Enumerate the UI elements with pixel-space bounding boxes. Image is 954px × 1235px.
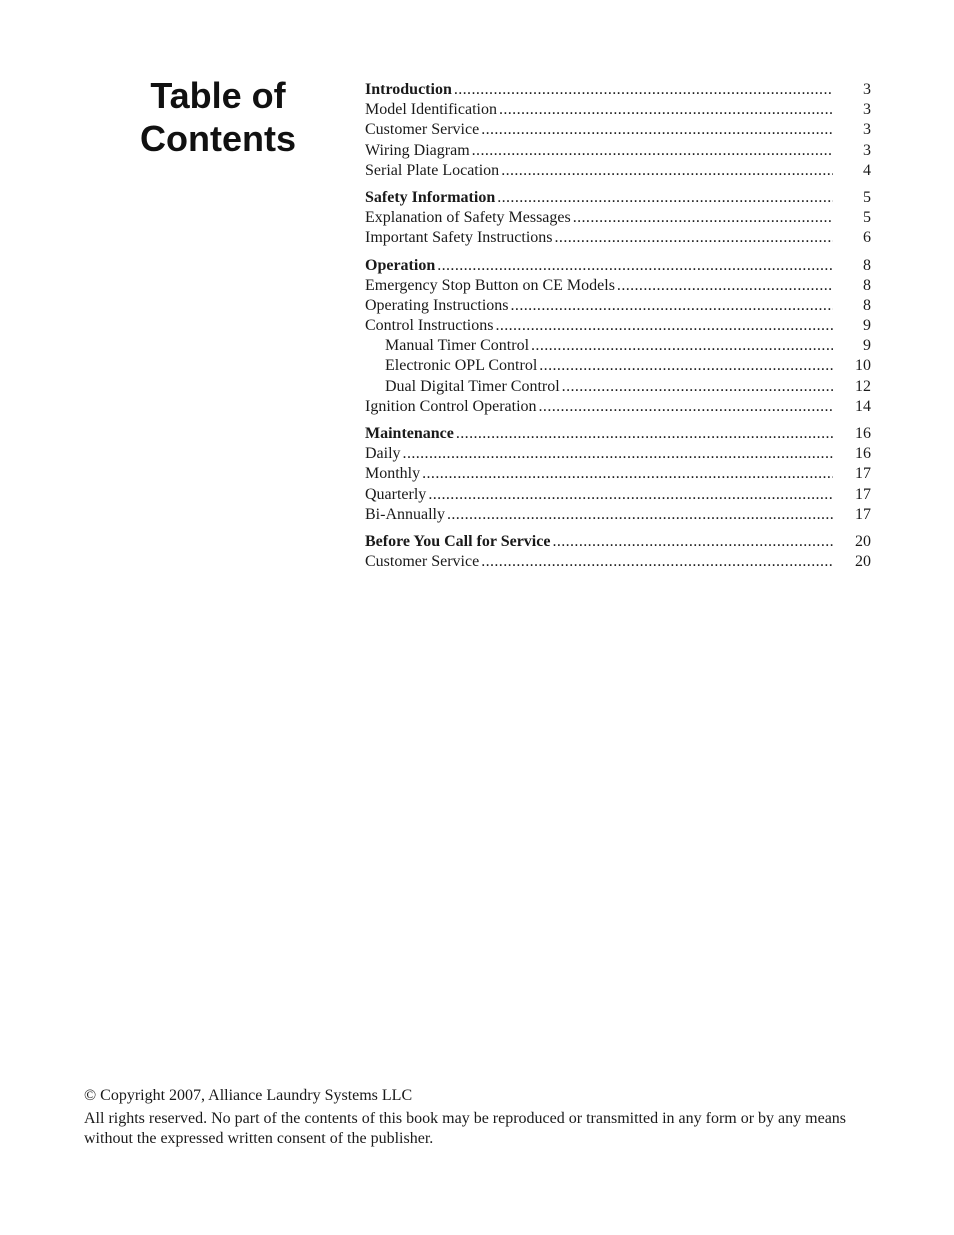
dot-leader — [509, 296, 835, 316]
dot-leader — [615, 276, 835, 296]
toc-entry-title: Monthly — [365, 465, 421, 483]
toc-entry-title: Manual Timer Control — [385, 337, 530, 355]
toc-page-number: 3 — [863, 101, 871, 119]
toc-entry[interactable] — [365, 296, 871, 316]
toc-page-number: 20 — [855, 553, 871, 571]
toc-entry[interactable] — [365, 100, 871, 120]
dot-leader — [479, 552, 835, 572]
toc-page-number: 8 — [863, 256, 871, 274]
toc-entry-title: Wiring Diagram — [365, 141, 470, 159]
toc-entry[interactable] — [365, 161, 871, 181]
toc-entry-title: Before You Call for Service — [365, 532, 551, 550]
toc-section — [365, 80, 871, 181]
toc-entry[interactable] — [365, 141, 871, 161]
toc-entry-title: Introduction — [365, 81, 452, 98]
dot-leader — [497, 100, 835, 120]
toc-entry-title: Emergency Stop Button on CE Models — [365, 276, 615, 294]
toc-page-number: 8 — [863, 276, 871, 294]
toc-page-number: 3 — [863, 121, 871, 139]
toc-page-number: 6 — [863, 229, 871, 247]
dot-leader — [493, 316, 835, 336]
dot-leader — [479, 120, 835, 140]
toc-entry[interactable] — [365, 552, 871, 572]
toc-entry-title: Operating Instructions — [365, 296, 509, 314]
toc-entry-title: Daily — [365, 445, 401, 463]
dot-leader — [420, 464, 835, 484]
dot-leader — [529, 336, 835, 356]
toc-entry-title: Safety Information — [365, 188, 496, 206]
toc-entry-title: Bi-Annually — [365, 505, 445, 523]
toc-page-number: 12 — [855, 377, 871, 395]
toc-page-number: 4 — [863, 161, 871, 179]
table-of-contents — [365, 80, 871, 579]
toc-page-number: 17 — [855, 465, 871, 483]
dot-leader — [553, 228, 835, 248]
toc-page-number: 16 — [855, 425, 871, 442]
dot-leader — [499, 161, 835, 181]
toc-section-heading[interactable] — [365, 532, 871, 552]
rights-statement: All rights reserved. No part of the contents of this book may be reproduced or transmitted in any form or by any means without the expressed written consent of the publisher. — [84, 1110, 847, 1147]
toc-page-number: 20 — [855, 532, 871, 550]
toc-entry-title: Control Instructions — [365, 317, 494, 335]
toc-page-number: 8 — [863, 296, 871, 314]
toc-entry-title: Ignition Control Operation — [365, 397, 537, 415]
dot-leader — [470, 141, 835, 161]
toc-page-number: 5 — [863, 209, 871, 227]
dot-leader — [571, 208, 835, 228]
dot-leader — [452, 80, 835, 100]
toc-section-heading[interactable] — [365, 424, 871, 444]
toc-page-number: 10 — [855, 357, 871, 375]
toc-entry[interactable] — [365, 120, 871, 140]
toc-section-heading[interactable] — [365, 256, 871, 276]
toc-section — [365, 188, 871, 249]
page-title-line-1: Table of — [150, 75, 286, 116]
dot-leader — [426, 485, 835, 505]
dot-leader — [550, 532, 835, 552]
toc-page-number: 9 — [863, 317, 871, 335]
toc-page-number: 14 — [855, 397, 871, 415]
toc-entry[interactable] — [365, 444, 871, 464]
dot-leader — [435, 256, 835, 276]
toc-page-number: 17 — [855, 505, 871, 523]
toc-entry[interactable] — [365, 208, 871, 228]
toc-entry[interactable] — [365, 336, 871, 356]
toc-section — [365, 424, 871, 525]
copyright-notice — [84, 1086, 864, 1149]
toc-entry-title: Customer Service — [365, 121, 480, 139]
toc-entry-title: Operation — [365, 256, 436, 274]
toc-entry-title: Electronic OPL Control — [385, 357, 538, 375]
toc-entry[interactable] — [365, 316, 871, 336]
toc-page-number: 16 — [855, 445, 871, 463]
dot-leader — [537, 356, 835, 376]
toc-page-number: 17 — [855, 485, 871, 503]
toc-entry-title: Maintenance — [365, 425, 454, 442]
toc-entry-title: Explanation of Safety Messages — [365, 209, 571, 227]
toc-entry-title: Customer Service — [365, 553, 480, 571]
copyright-line: © Copyright 2007, Alliance Laundry Systems LLC — [84, 1087, 413, 1104]
dot-leader — [454, 424, 835, 444]
toc-entry[interactable] — [365, 464, 871, 484]
toc-entry[interactable] — [365, 377, 871, 397]
toc-entry-title: Important Safety Instructions — [365, 229, 553, 247]
dot-leader — [537, 397, 835, 417]
toc-section-heading[interactable] — [365, 80, 871, 100]
toc-entry-title: Dual Digital Timer Control — [385, 377, 560, 395]
toc-page-number: 3 — [863, 141, 871, 159]
toc-page-number: 5 — [863, 188, 871, 206]
dot-leader — [560, 377, 835, 397]
toc-entry[interactable] — [365, 485, 871, 505]
dot-leader — [445, 505, 835, 525]
toc-section — [365, 256, 871, 418]
toc-entry-title: Quarterly — [365, 485, 427, 503]
toc-entry[interactable] — [365, 356, 871, 376]
dot-leader — [401, 444, 835, 464]
toc-section — [365, 532, 871, 572]
toc-entry[interactable] — [365, 276, 871, 296]
toc-entry-title: Serial Plate Location — [365, 161, 500, 179]
toc-entry[interactable] — [365, 505, 871, 525]
toc-page-number: 9 — [863, 337, 871, 355]
toc-section-heading[interactable] — [365, 188, 871, 208]
toc-entry-title: Model Identification — [365, 101, 497, 119]
toc-page-number: 3 — [863, 81, 871, 98]
toc-entry[interactable] — [365, 228, 871, 248]
page-title — [100, 74, 336, 160]
page-title-line-2: Contents — [140, 118, 296, 159]
toc-entry[interactable] — [365, 397, 871, 417]
dot-leader — [495, 188, 835, 208]
